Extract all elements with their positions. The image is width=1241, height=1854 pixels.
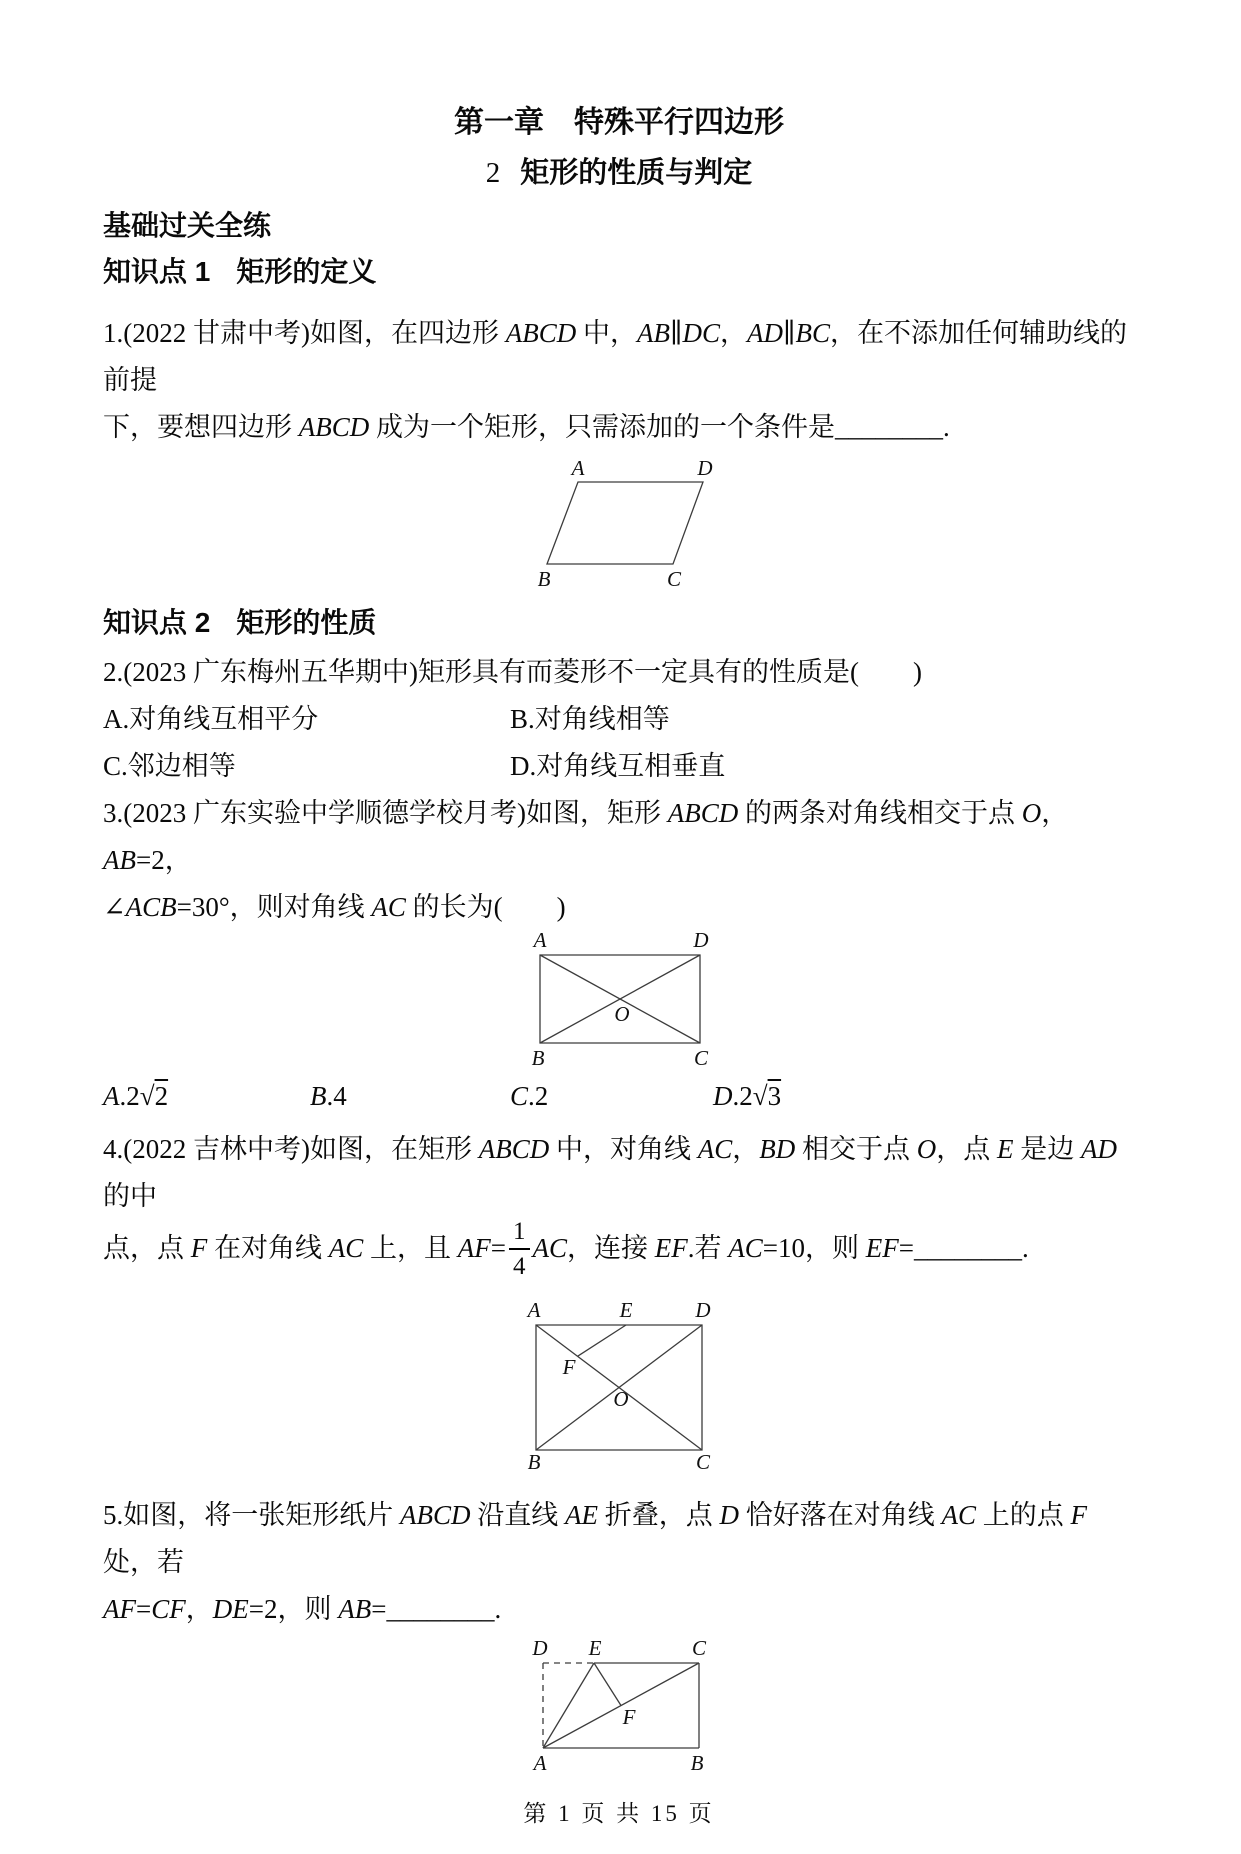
q1-line-2: 下，要想四边形 ABCD 成为一个矩形，只需添加的一个条件是________.: [103, 412, 950, 442]
vertex-label-d: D: [697, 456, 713, 480]
page-footer: 第 1 页 共 15 页: [523, 1801, 715, 1826]
q3-option-d-text: D.2√: [713, 1081, 768, 1111]
question-4: [103, 1126, 1135, 1282]
figure-q5-folded-rectangle: [499, 1636, 739, 1779]
worksheet-page: [0, 100, 1241, 1854]
vertex-label-c: C: [691, 1636, 707, 1660]
q3-option-a-radicand: 2: [154, 1081, 169, 1111]
fold-line-ae: [543, 1663, 594, 1748]
question-1: [103, 310, 1135, 451]
q2-option-c: C.邻边相等: [103, 751, 236, 781]
section-subtitle: [103, 150, 1135, 196]
chapter-title: 第一章 特殊平行四边形: [454, 106, 784, 139]
vertex-label-b: B: [537, 567, 551, 591]
point-label-e: E: [619, 1298, 633, 1322]
kp1-title: 矩形的定义: [236, 256, 377, 287]
question-3: [103, 790, 1135, 931]
vertex-label-a: A: [533, 928, 547, 952]
vertex-label-a: A: [533, 1751, 547, 1775]
point-label-e: E: [588, 1636, 602, 1660]
q3-option-b: B.4: [310, 1081, 347, 1111]
parallelogram-outline: [547, 482, 703, 564]
q2-option-a: A.对角线互相平分: [103, 704, 319, 734]
vertex-label-b: B: [690, 1751, 704, 1775]
q3-option-d-radicand: 3: [767, 1081, 782, 1111]
q1-line-1: 1.(2022 甘肃中考)如图，在四边形 ABCD 中，AB∥DC，AD∥BC，在不添加任何辅助线的前提: [103, 318, 1127, 395]
vertex-label-c: C: [666, 567, 682, 591]
vertex-label-d: D: [532, 1636, 548, 1660]
q3-option-d: [713, 1073, 781, 1120]
q4-line-2-post: AC，连接 EF.若 AC=10，则 EF=________.: [532, 1233, 1029, 1264]
vertex-label-b: B: [527, 1450, 541, 1474]
q3-line-2: ∠ACB=30°，则对角线 AC 的长为( ): [103, 892, 566, 922]
subtitle-text: 矩形的性质与判定: [520, 157, 753, 189]
kp2-title: 矩形的性质: [236, 607, 377, 638]
q3-line-1: 3.(2023 广东实验中学顺德学校月考)如图，矩形 ABCD 的两条对角线相交于点 O，AB=2，: [103, 798, 1069, 875]
question-2-stem: 2.(2023 广东梅州五华期中)矩形具有而菱形不一定具有的性质是( ): [103, 657, 922, 687]
q3-option-c: C.2: [510, 1081, 549, 1111]
fraction-denominator: 4: [513, 1253, 526, 1280]
figure-q1-parallelogram: [494, 453, 744, 593]
subtitle-number: 2: [485, 157, 501, 189]
figure-q4-rectangle-ef: [499, 1300, 739, 1472]
kp2-label: 知识点 2: [103, 607, 211, 638]
q4-line-2: [103, 1220, 1135, 1282]
vertex-label-b: B: [531, 1046, 545, 1070]
kp1-label: 知识点 1: [103, 256, 211, 287]
vertex-label-d: D: [693, 928, 709, 952]
vertex-label-a: A: [527, 1298, 541, 1322]
point-label-f: F: [562, 1355, 576, 1379]
segment-ef: [594, 1663, 621, 1706]
q3-options-row: [103, 1073, 1135, 1120]
fraction-numerator: 1: [509, 1217, 530, 1250]
segment-ef: [578, 1325, 627, 1356]
q5-line-2: AF=CF，DE=2，则 AB=________.: [103, 1594, 502, 1624]
q2-option-d: D.对角线互相垂直: [510, 751, 726, 781]
heading-basic-drill: 基础过关全练: [103, 210, 272, 241]
q2-option-b: B.对角线相等: [510, 704, 670, 734]
center-label-o: O: [614, 1002, 630, 1026]
figure-q3-rectangle-diagonals: [504, 928, 734, 1071]
fraction-one-quarter: [509, 1217, 530, 1279]
question-5: [103, 1492, 1135, 1633]
vertex-label-c: C: [693, 1046, 709, 1070]
q3-option-a: [103, 1073, 310, 1120]
q4-line-1: 4.(2022 吉林中考)如图，在矩形 ABCD 中，对角线 AC，BD 相交于点 O，点 E 是边 AD 的中: [103, 1134, 1117, 1211]
heading-knowledge-point-2: [103, 601, 1135, 645]
q2-options-row-1: [103, 696, 1135, 743]
q2-options-row-2: [103, 743, 1135, 790]
vertex-label-a: A: [571, 456, 585, 480]
vertex-label-c: C: [695, 1450, 711, 1474]
q5-line-1: 5.如图，将一张矩形纸片 ABCD 沿直线 AE 折叠，点 D 恰好落在对角线 AC 上的点 F 处，若: [103, 1500, 1088, 1577]
q4-line-2-pre: 点，点 F 在对角线 AC 上，且 AF=: [103, 1233, 506, 1264]
center-label-o: O: [613, 1387, 629, 1411]
q3-option-a-text: A.2√: [103, 1081, 155, 1111]
point-label-f: F: [622, 1705, 636, 1729]
heading-knowledge-point-1: [103, 250, 1135, 294]
vertex-label-d: D: [695, 1298, 711, 1322]
